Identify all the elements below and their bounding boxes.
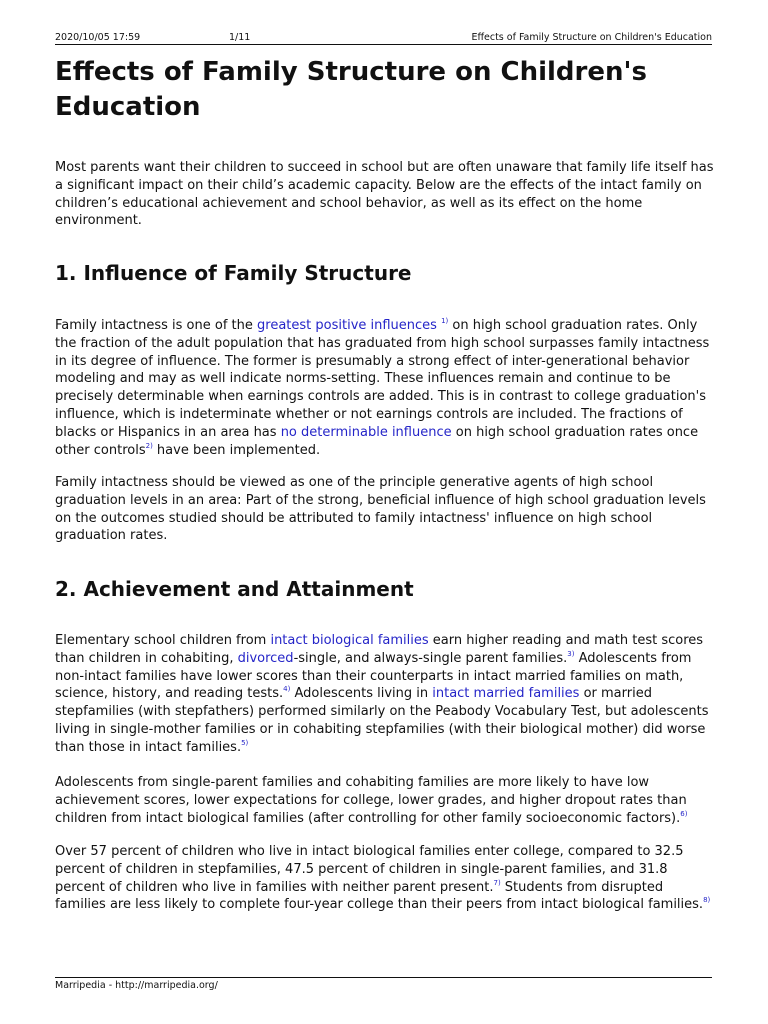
header-divider <box>55 44 712 45</box>
footnote-ref-6[interactable]: 6) <box>680 809 688 818</box>
link-divorced[interactable]: divorced <box>237 650 294 666</box>
page-title: Effects of Family Structure on Children's Education <box>55 57 647 122</box>
footnote-ref-8[interactable]: 8) <box>703 896 711 905</box>
footnote-ref-7[interactable]: 7) <box>493 878 501 887</box>
footnote-ref-4[interactable]: 4) <box>283 685 291 694</box>
link-greatest-positive-influences[interactable]: greatest positive influences <box>257 318 437 333</box>
footer-divider <box>55 977 712 978</box>
section-2-paragraph-1: Elementary school children from intact biological families earn higher reading and math test scores than children in cohabiting, divorced-single, and always-single parent families.$^{3)}$ Adolescents from non-intact families have lower scores than their counterparts in intact married families on math, science, history, and reading tests.$^{4)}$ Adolescents living in intact married families or married stepfamilies (with stepfathers) performed similarly on the Peabody Vocabulary Test, but adolescents living in single-mother families or in cohabiting stepfamilies (with their biological mother) did worse than those in intact families.$^{5)}$ <box>55 633 709 755</box>
link-intact-biological-families[interactable]: intact biological families <box>270 633 429 648</box>
footnote-ref-5[interactable]: 5) <box>241 738 249 747</box>
header-page-number: 1/11 <box>229 32 251 43</box>
section-1-heading: 1. Influence of Family Structure <box>55 261 412 285</box>
section-1-paragraph-1: Family intactness is one of the greatest positive influences $^{1)}$ on high school graduation rates. Only the fraction of the adult population that has graduated from high school surpasses family intactness in its degree of influence. The former is presumably a strong effect of inter-generational behavior modeling and may as well indicate norms-setting. These influences remain and continue to be precisely determinable when earnings controls are added. This is in contrast to college graduation's influence, which is indeterminate whether or not earnings controls are included. The fractions of blacks or Hispanics in an area has no determinable influence on high school graduation rates once other controls$^{2)}$ have been implemented. <box>55 317 710 458</box>
section-1-paragraph-2: Family intactness should be viewed as one of the principle generative agents of high school graduation levels in an area: Part of the strong, beneficial influence of high school graduation levels on the outcomes studied should be attributed to family intactness' influence on high school graduation rates. <box>55 475 706 544</box>
section-2-paragraph-3: Over 57 percent of children who live in intact biological families enter college, compared to 32.5 percent of children in stepfamilies, 47.5 percent of children in single-parent families, and 31.8 percent of children who live in families with neither parent present.$^{7)}$ Students from disrupted families are less likely to complete four-year college than their peers from intact biological families.$^{8)}$ <box>55 844 711 913</box>
page-footer: Marripedia - http://marripedia.org/ <box>55 980 218 991</box>
footnote-ref-3[interactable]: 3) <box>567 649 575 658</box>
page-header <box>55 31 712 45</box>
footnote-ref-1[interactable]: 1) <box>441 317 449 325</box>
link-no-determinable-influence[interactable]: no determinable influence <box>280 424 452 440</box>
section-2-heading: 2. Achievement and Attainment <box>55 577 414 601</box>
footnote-ref-2[interactable]: 2) <box>145 441 153 450</box>
section-2-paragraph-2: Adolescents from single-parent families and cohabiting families are more likely to have low achievement scores, lower expectations for college, lower grades, and higher dropout rates than children from intact biological families (after controlling for other family socioeconomic factors).$^{6)}$ <box>55 775 688 826</box>
header-datetime: 2020/10/05 17:59 <box>55 32 141 43</box>
header-doc-title: Effects of Family Structure on Children's Education <box>471 32 712 43</box>
link-intact-married-families[interactable]: intact married families <box>432 686 580 702</box>
intro-paragraph: Most parents want their children to succeed in school but are often unaware that family life itself has a significant impact on their child’s academic capacity. Below are the effects of the intact family on children’s educational achievement and school behavior, as well as its effect on the home environment. <box>55 160 714 229</box>
